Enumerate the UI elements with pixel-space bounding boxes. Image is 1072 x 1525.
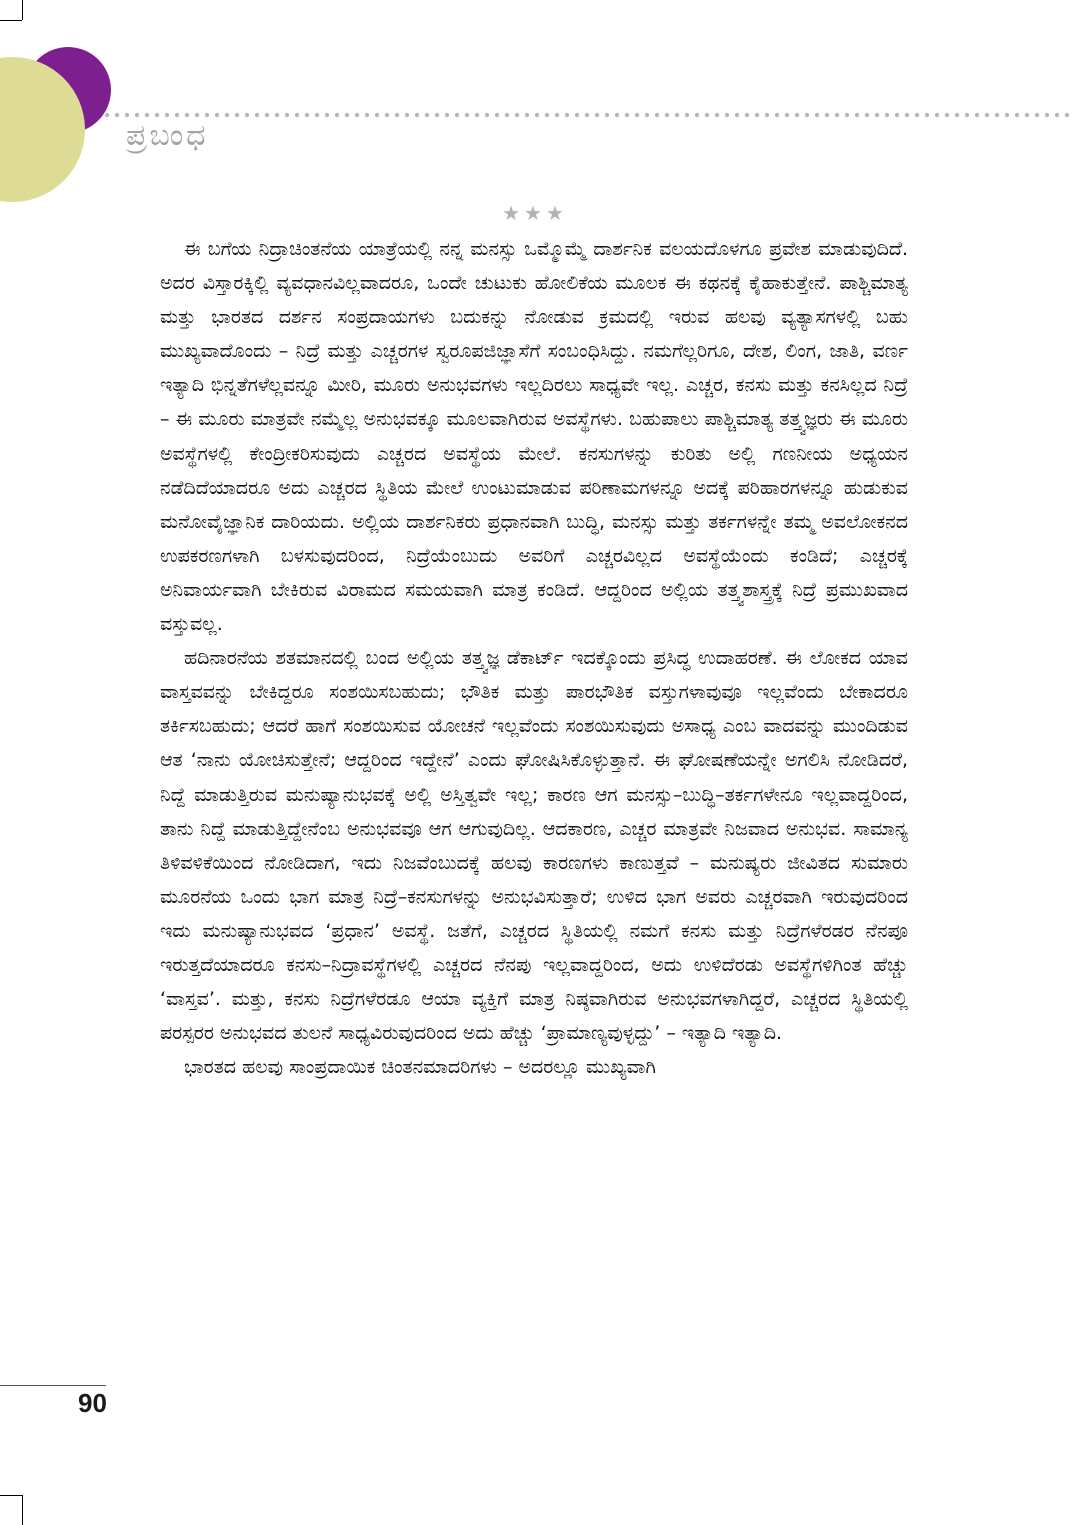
- folio-rule: [0, 1385, 106, 1386]
- crop-mark: [22, 1495, 23, 1525]
- crop-mark: [0, 1495, 22, 1496]
- dotted-header-rule: [102, 112, 1072, 118]
- paragraph: ಈ ಬಗೆಯ ನಿದ್ರಾಚಿಂತನೆಯ ಯಾತ್ರೆಯಲ್ಲಿ ನನ್ನ ಮನಸ್ಸು ಒಮ್ಮೊಮ್ಮೆ ದಾರ್ಶನಿಕ ವಲಯದೊಳಗೂ ಪ್ರವೇಶ ಮಾಡುವುದಿದೆ. ಅದರ ವಿಸ್ತಾರಕ್ಕಿಲ್ಲಿ ವ್ಯವಧಾನವಿಲ್ಲವಾದರೂ, ಒಂದೇ ಚುಟುಕು ಹೋಲಿಕೆಯ ಮೂಲಕ ಈ ಕಥನಕ್ಕೆ ಕೈಹಾಕುತ್ತೇನೆ. ಪಾಶ್ಚಿಮಾತ್ಯ ಮತ್ತು ಭಾರತದ ದರ್ಶನ ಸಂಪ್ರದಾಯಗಳು ಬದುಕನ್ನು ನೋಡುವ ಕ್ರಮದಲ್ಲಿ ಇರುವ ಹಲವು ವ್ಯತ್ಯಾಸಗಳಲ್ಲಿ ಬಹು ಮುಖ್ಯವಾದೊಂದು – ನಿದ್ರೆ ಮತ್ತು ಎಚ್ಚರಗಳ ಸ್ವರೂಪಜಿಜ್ಞಾಸೆಗೆ ಸಂಬಂಧಿಸಿದ್ದು. ನಮಗೆಲ್ಲರಿಗೂ, ದೇಶ, ಲಿಂಗ, ಜಾತಿ, ವರ್ಣ ಇತ್ಯಾದಿ ಭಿನ್ನತೆಗಳೆಲ್ಲವನ್ನೂ ಮೀರಿ, ಮೂರು ಅನುಭವಗಳು ಇಲ್ಲದಿರಲು ಸಾಧ್ಯವೇ ಇಲ್ಲ. ಎಚ್ಚರ, ಕನಸು ಮತ್ತು ಕನಸಿಲ್ಲದ ನಿದ್ರೆ – ಈ ಮೂರು ಮಾತ್ರವೇ ನಮ್ಮೆಲ್ಲ ಅನುಭವಕ್ಕೂ ಮೂಲವಾಗಿರುವ ಅವಸ್ಥೆಗಳು. ಬಹುಪಾಲು ಪಾಶ್ಚಿಮಾತ್ಯ ತತ್ತ್ವಜ್ಞರು ಈ ಮೂರು ಅವಸ್ಥೆಗಳಲ್ಲಿ ಕೇಂದ್ರೀಕರಿಸುವುದು ಎಚ್ಚರದ ಅವಸ್ಥೆಯ ಮೇಲೆ. ಕನಸುಗಳನ್ನು ಕುರಿತು ಅಲ್ಲಿ ಗಣನೀಯ ಅಧ್ಯಯನ ನಡೆದಿದೆಯಾದರೂ ಅದು ಎಚ್ಚರದ ಸ್ಥಿತಿಯ ಮೇಲೆ ಉಂಟುಮಾಡುವ ಪರಿಣಾಮಗಳನ್ನೂ ಅದಕ್ಕೆ ಪರಿಹಾರಗಳನ್ನೂ ಹುಡುಕುವ ಮನೋವೈಜ್ಞಾನಿಕ ದಾರಿಯದು. ಅಲ್ಲಿಯ ದಾರ್ಶನಿಕರು ಪ್ರಧಾನವಾಗಿ ಬುದ್ಧಿ, ಮನಸ್ಸು ಮತ್ತು ತರ್ಕಗಳನ್ನೇ ತಮ್ಮ ಅವಲೋಕನದ ಉಪಕರಣಗಳಾಗಿ ಬಳಸುವುದರಿಂದ, ನಿದ್ರೆಯೆಂಬುದು ಅವರಿಗೆ ಎಚ್ಚರವಿಲ್ಲದ ಅವಸ್ಥೆಯೆಂದು ಕಂಡಿದೆ; ಎಚ್ಚರಕ್ಕೆ ಅನಿವಾರ್ಯವಾಗಿ ಬೇಕಿರುವ ವಿರಾಮದ ಸಮಯವಾಗಿ ಮಾತ್ರ ಕಂಡಿದೆ. ಆದ್ದರಿಂದ ಅಲ್ಲಿಯ ತತ್ತ್ವಶಾಸ್ತ್ರಕ್ಕೆ ನಿದ್ರೆ ಪ್ರಮುಖವಾದ ವಸ್ತುವಲ್ಲ.: [160, 238, 908, 636]
- crop-mark: [22, 0, 23, 20]
- article-body: [160, 232, 908, 1084]
- paragraph: ಹದಿನಾರನೆಯ ಶತಮಾನದಲ್ಲಿ ಬಂದ ಅಲ್ಲಿಯ ತತ್ತ್ವಜ್ಞ ಡೆಕಾರ್ಟ್ ಇದಕ್ಕೊಂದು ಪ್ರಸಿದ್ಧ ಉದಾಹರಣೆ. ಈ ಲೋಕದ ಯಾವ ವಾಸ್ತವವನ್ನು ಬೇಕಿದ್ದರೂ ಸಂಶಯಿಸಬಹುದು; ಭೌತಿಕ ಮತ್ತು ಪಾರಭೌತಿಕ ವಸ್ತುಗಳಾವುವೂ ಇಲ್ಲವೆಂದು ಬೇಕಾದರೂ ತರ್ಕಿಸಬಹುದು; ಆದರೆ ಹಾಗೆ ಸಂಶಯಿಸುವ ಯೋಚನೆ ಇಲ್ಲವೆಂದು ಸಂಶಯಿಸುವುದು ಅಸಾಧ್ಯ ಎಂಬ ವಾದವನ್ನು ಮುಂದಿಡುವ ಆತ ‘ನಾನು ಯೋಚಿಸುತ್ತೇನೆ; ಆದ್ದರಿಂದ ಇದ್ದೇನೆ’ ಎಂದು ಘೋಷಿಸಿಕೊಳ್ಳುತ್ತಾನೆ. ಈ ಘೋಷಣೆಯನ್ನೇ ಅಗಲಿಸಿ ನೋಡಿದರೆ, ನಿದ್ದೆ ಮಾಡುತ್ತಿರುವ ಮನುಷ್ಯಾನುಭವಕ್ಕೆ ಅಲ್ಲಿ ಅಸ್ತಿತ್ವವೇ ಇಲ್ಲ; ಕಾರಣ ಆಗ ಮನಸ್ಸು–ಬುದ್ಧಿ–ತರ್ಕಗಳೇನೂ ಇಲ್ಲವಾದ್ದರಿಂದ, ತಾನು ನಿದ್ದೆ ಮಾಡುತ್ತಿದ್ದೇನೆಂಬ ಅನುಭವವೂ ಆಗ ಆಗುವುದಿಲ್ಲ. ಆದಕಾರಣ, ಎಚ್ಚರ ಮಾತ್ರವೇ ನಿಜವಾದ ಅನುಭವ. ಸಾಮಾನ್ಯ ತಿಳಿವಳಿಕೆಯಿಂದ ನೋಡಿದಾಗ, ಇದು ನಿಜವೆಂಬುದಕ್ಕೆ ಹಲವು ಕಾರಣಗಳು ಕಾಣುತ್ತವೆ – ಮನುಷ್ಯರು ಜೀವಿತದ ಸುಮಾರು ಮೂರನೆಯ ಒಂದು ಭಾಗ ಮಾತ್ರ ನಿದ್ರೆ–ಕನಸುಗಳನ್ನು ಅನುಭವಿಸುತ್ತಾರೆ; ಉಳಿದ ಭಾಗ ಅವರು ಎಚ್ಚರವಾಗಿ ಇರುವುದರಿಂದ ಇದು ಮನುಷ್ಯಾನುಭವದ ‘ಪ್ರಧಾನ’ ಅವಸ್ಥೆ. ಜತೆಗೆ, ಎಚ್ಚರದ ಸ್ಥಿತಿಯಲ್ಲಿ ನಮಗೆ ಕನಸು ಮತ್ತು ನಿದ್ರೆಗಳೆರಡರ ನೆನಪೂ ಇರುತ್ತದೆಯಾದರೂ ಕನಸು–ನಿದ್ರಾವಸ್ಥೆಗಳಲ್ಲಿ ಎಚ್ಚರದ ನೆನಪು ಇಲ್ಲವಾದ್ದರಿಂದ, ಅದು ಉಳಿದೆರಡು ಅವಸ್ಥೆಗಳಿಗಿಂತ ಹೆಚ್ಚು ‘ವಾಸ್ತವ’. ಮತ್ತು, ಕನಸು ನಿದ್ರೆಗಳೆರಡೂ ಆಯಾ ವ್ಯಕ್ತಿಗೆ ಮಾತ್ರ ನಿಷ್ಠವಾಗಿರುವ ಅನುಭವಗಳಾಗಿದ್ದರೆ, ಎಚ್ಚರದ ಸ್ಥಿತಿಯಲ್ಲಿ ಪರಸ್ಪರರ ಅನುಭವದ ತುಲನೆ ಸಾಧ್ಯವಿರುವುದರಿಂದ ಅದು ಹೆಚ್ಚು ‘ಪ್ರಾಮಾಣ್ಯವುಳ್ಳದ್ದು’ – ಇತ್ಯಾದಿ ಇತ್ಯಾದಿ.: [160, 647, 908, 1045]
- section-title: ಪ್ರಬಂಧ: [126, 118, 209, 153]
- paragraph: ಭಾರತದ ಹಲವು ಸಾಂಪ್ರದಾಯಿಕ ಚಿಂತನಮಾದರಿಗಳು – ಅದರಲ್ಲೂ ಮುಖ್ಯವಾಗಿ: [184, 1056, 656, 1079]
- page-number: 90: [78, 1388, 107, 1418]
- crop-mark: [0, 20, 22, 21]
- section-separator-stars: ★★★: [502, 201, 568, 225]
